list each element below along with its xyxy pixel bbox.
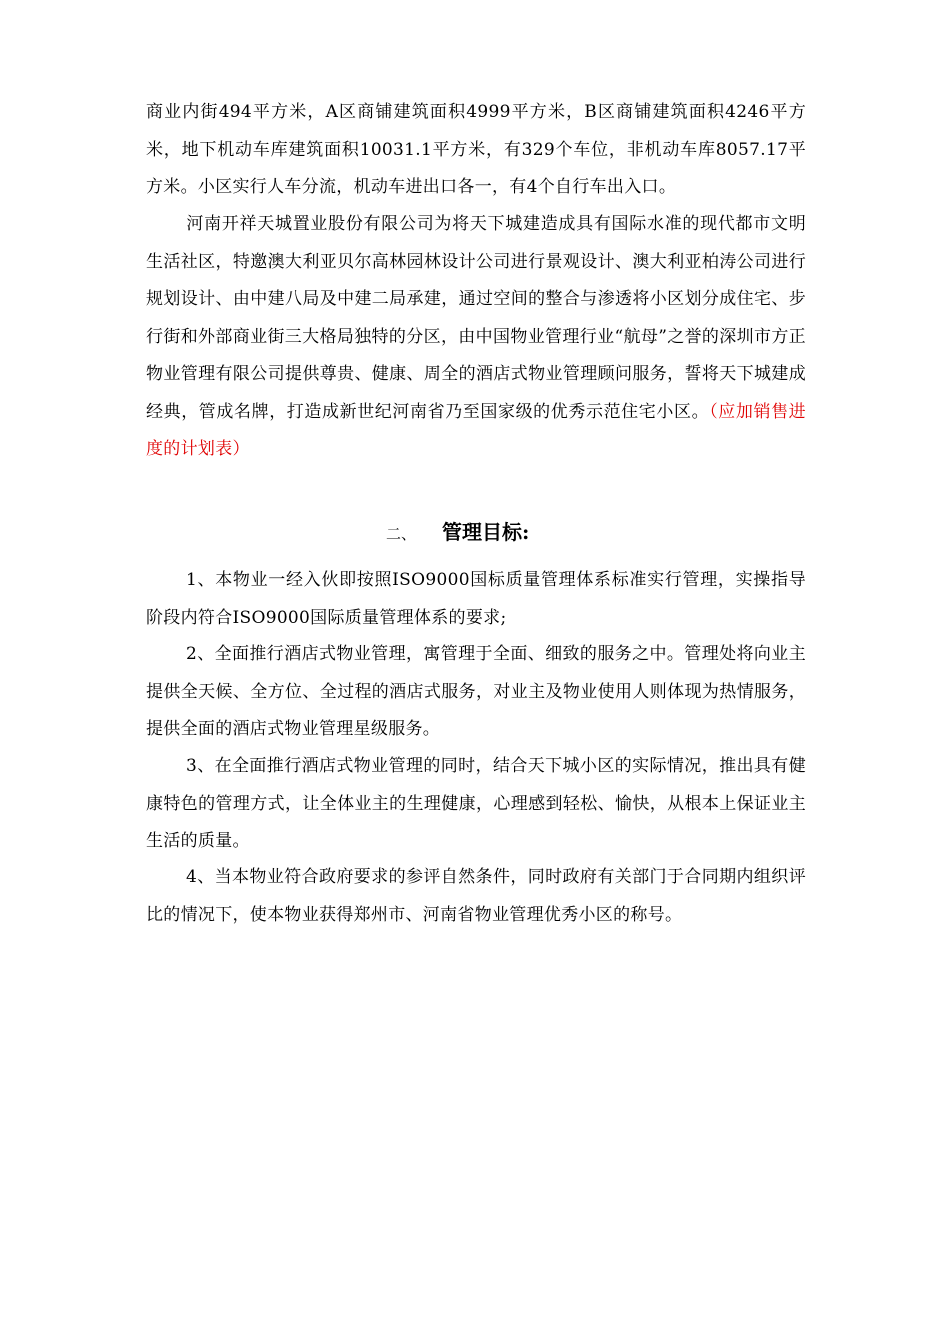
section-heading [386,512,529,552]
goal-item [146,562,806,637]
goal-text: 1、本物业一经入伙即按照ISO9000国标质量管理体系标准实行管理，实操指导阶段内符合ISO9000国际质量管理体系的要求; [146,570,806,628]
goal-item [146,859,806,934]
editor-note: （应加销售进度的计划表） [146,401,806,459]
goal-text: 2、全面推行酒店式物业管理，寓管理于全面、细致的服务之中。管理处将向业主提供全天候、全方位、全过程的酒店式服务，对业主及物业使用人则体现为热情服务，提供全面的酒店式物业管理星级服务。 [146,644,806,739]
section-title: 管理目标: [442,520,530,544]
goal-item [146,748,806,861]
paragraph-text: 河南开祥天城置业股份有限公司为将天下城建造成具有国际水准的现代都市文明生活社区，特邀澳大利亚贝尔高林园林设计公司进行景观设计、澳大利亚柏涛公司进行规划设计、由中建八局及中建二局承建，通过空间的整合与渗透将小区划分成住宅、步行街和外部商业街三大格局独特的分区，由中国物业管理行业“航母”之誉的深圳市方正物业管理有限公司提供尊贵、健康、周全的酒店式物业管理顾问服务，誓将天下城建成经典，管成名牌，打造成新世纪河南省乃至国家级的优秀示范住宅小区。 [146,214,806,422]
paragraph-area-figures [146,94,806,207]
goal-text: 4、当本物业符合政府要求的参评自然条件，同时政府有关部门于合同期内组织评比的情况下，使本物业获得郑州市、河南省物业管理优秀小区的称号。 [146,867,806,925]
goal-item [146,636,806,749]
paragraph-text: 商业内街494平方米，A区商铺建筑面积4999平方米，B区商铺建筑面积4246平方米，地下机动车库建筑面积10031.1平方米，有329个车位，非机动车库8057.17平方米。小区实行人车分流，机动车进出口各一，有4个自行车出入口。 [146,102,806,197]
goal-text: 3、在全面推行酒店式物业管理的同时，结合天下城小区的实际情况，推出具有健康特色的管理方式，让全体业主的生理健康，心理感到轻松、愉快，从根本上保证业主生活的质量。 [146,756,806,851]
paragraph-project-intro [146,206,806,469]
section-number: 二、 [386,525,417,543]
